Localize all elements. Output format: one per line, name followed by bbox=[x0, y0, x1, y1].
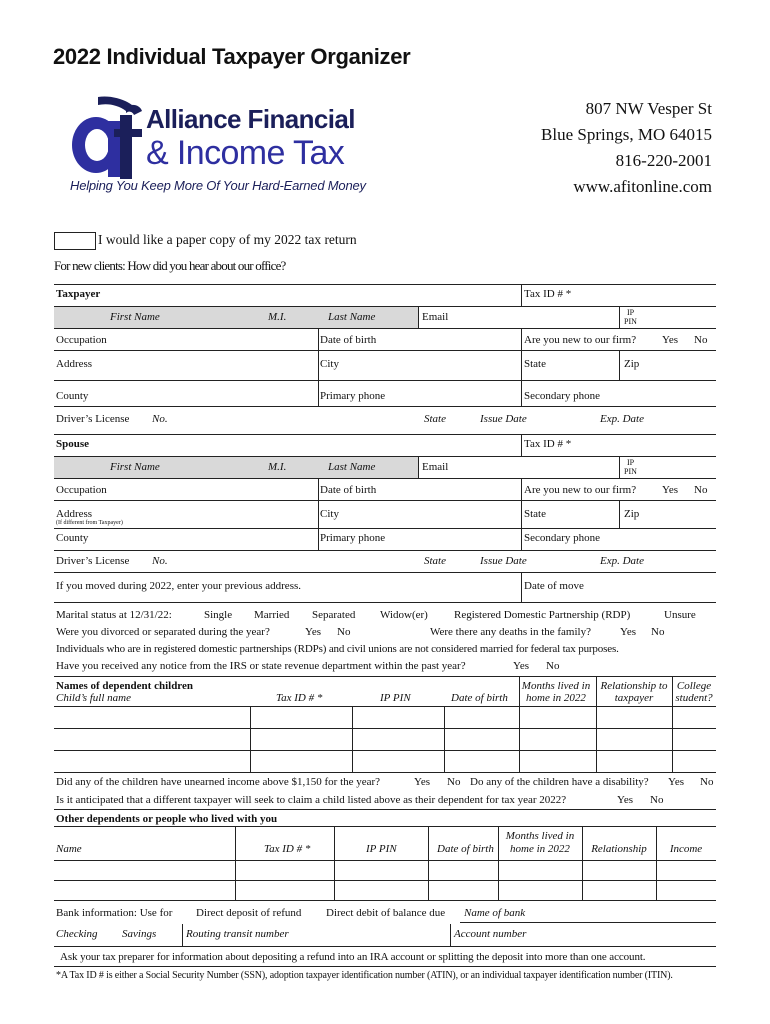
taxpayer-occupation-label: Occupation bbox=[56, 334, 107, 346]
bank-name-label: Name of bank bbox=[464, 907, 526, 919]
checking-option[interactable]: Checking bbox=[56, 928, 98, 940]
spouse-zip-label: Zip bbox=[624, 508, 640, 520]
spouse-state-label: State bbox=[524, 508, 546, 520]
taxpayer-new-firm-yes[interactable]: Yes bbox=[662, 334, 679, 346]
spouse-dl-state-label: State bbox=[424, 555, 446, 567]
spouse-last-name-label: Last Name bbox=[328, 461, 376, 473]
marital-rdp-option[interactable]: Registered Domestic Partnership (RDP) bbox=[454, 609, 631, 621]
irs-notice-yes[interactable]: Yes bbox=[513, 660, 530, 672]
taxpayer-primary-phone-label: Primary phone bbox=[320, 390, 386, 402]
disability-question: Do any of the children have a disability? bbox=[470, 776, 649, 788]
divorced-yes[interactable]: Yes bbox=[305, 626, 322, 638]
others-ip-pin-header: IP PIN bbox=[366, 843, 397, 855]
marital-separated-option[interactable]: Separated bbox=[312, 609, 356, 621]
spouse-heading: Spouse bbox=[56, 438, 90, 450]
taxpayer-pin-label: PIN bbox=[624, 317, 637, 326]
spouse-first-name-label: First Name bbox=[110, 461, 160, 473]
dependents-relationship-header-l1: Relationship to bbox=[600, 680, 668, 692]
savings-option[interactable]: Savings bbox=[122, 928, 157, 940]
taxpayer-ip-label: IP bbox=[627, 308, 635, 317]
marital-married-option[interactable]: Married bbox=[254, 609, 290, 621]
marital-single-option[interactable]: Single bbox=[204, 609, 233, 621]
irs-notice-no[interactable]: No bbox=[546, 660, 560, 672]
dependents-full-name-header: Child’s full name bbox=[56, 692, 131, 704]
claim-yes[interactable]: Yes bbox=[617, 794, 634, 806]
marital-status-label: Marital status at 12/31/22: bbox=[56, 609, 172, 621]
spouse-occupation-label: Occupation bbox=[56, 484, 107, 496]
new-clients-question: For new clients: How did you hear about our office? bbox=[54, 258, 286, 273]
others-tax-id-header: Tax ID # * bbox=[264, 843, 311, 855]
divorced-question: Were you divorced or separated during the year? bbox=[56, 626, 270, 638]
taxpayer-secondary-phone-label: Secondary phone bbox=[524, 390, 601, 402]
spouse-email-label: Email bbox=[422, 461, 449, 473]
dependents-heading: Names of dependent children bbox=[56, 680, 193, 692]
spouse-dl-label: Driver’s License bbox=[56, 555, 130, 567]
rdp-note: Individuals who are in registered domestic partnerships (RDPs) and civil unions are not considered married for federal tax purposes. bbox=[56, 643, 619, 655]
ira-note: Ask your tax preparer for information about depositing a refund into an IRA account or splitting the deposit into more than one account. bbox=[60, 951, 646, 963]
date-of-move-label: Date of move bbox=[524, 580, 584, 592]
deaths-yes[interactable]: Yes bbox=[620, 626, 637, 638]
routing-number-label: Routing transit number bbox=[186, 928, 289, 940]
taxpayer-city-label: City bbox=[320, 358, 339, 370]
spouse-tax-id-label: Tax ID # * bbox=[524, 438, 572, 450]
brand-tagline: Helping You Keep More Of Your Hard-Earned Money bbox=[70, 178, 366, 193]
divorced-no[interactable]: No bbox=[337, 626, 351, 638]
office-website[interactable]: www.afitonline.com bbox=[573, 177, 712, 196]
direct-deposit-option[interactable]: Direct deposit of refund bbox=[196, 907, 302, 919]
dependents-ip-pin-header: IP PIN bbox=[380, 692, 411, 704]
moved-label: If you moved during 2022, enter your previous address. bbox=[56, 580, 302, 592]
others-income-header: Income bbox=[669, 843, 703, 855]
paper-copy-checkbox[interactable] bbox=[54, 232, 96, 250]
others-dob-header: Date of birth bbox=[437, 843, 494, 855]
taxpayer-dl-no-label: No. bbox=[152, 413, 168, 425]
office-street: 807 NW Vesper St bbox=[585, 99, 712, 118]
spouse-primary-phone-label: Primary phone bbox=[320, 532, 386, 544]
spouse-ip-label: IP bbox=[627, 458, 635, 467]
marital-unsure-option[interactable]: Unsure bbox=[664, 609, 696, 621]
spouse-new-firm-yes[interactable]: Yes bbox=[662, 484, 679, 496]
brand-name-line2: & Income Tax bbox=[146, 134, 345, 172]
taxpayer-state-label: State bbox=[524, 358, 546, 370]
deaths-no[interactable]: No bbox=[651, 626, 665, 638]
taxpayer-zip-label: Zip bbox=[624, 358, 640, 370]
spouse-address-label: Address bbox=[56, 508, 93, 520]
taxpayer-email-label: Email bbox=[422, 311, 449, 323]
table-row[interactable] bbox=[54, 880, 716, 881]
unearned-income-question: Did any of the children have unearned income above $1,150 for the year? bbox=[56, 776, 381, 788]
unearned-yes[interactable]: Yes bbox=[414, 776, 431, 788]
others-months-header-l1: Months lived in bbox=[505, 830, 575, 842]
spouse-city-label: City bbox=[320, 508, 339, 520]
deaths-question: Were there any deaths in the family? bbox=[430, 626, 591, 638]
taxpayer-last-name-label: Last Name bbox=[328, 311, 376, 323]
irs-notice-question: Have you received any notice from the IRS or state revenue department within the past year? bbox=[56, 660, 466, 672]
taxpayer-dl-state-label: State bbox=[424, 413, 446, 425]
taxpayer-dl-label: Driver’s License bbox=[56, 413, 130, 425]
spouse-mi-label: M.I. bbox=[268, 461, 287, 473]
claim-no[interactable]: No bbox=[650, 794, 664, 806]
dependents-college-header-l1: College bbox=[676, 680, 712, 692]
taxpayer-exp-date-label: Exp. Date bbox=[600, 413, 644, 425]
dependents-dob-header: Date of birth bbox=[451, 692, 508, 704]
taxpayer-heading: Taxpayer bbox=[56, 288, 101, 300]
taxpayer-address-label: Address bbox=[56, 358, 93, 370]
disability-no[interactable]: No bbox=[700, 776, 714, 788]
taxpayer-new-firm-no[interactable]: No bbox=[694, 334, 708, 346]
office-city: Blue Springs, MO 64015 bbox=[541, 125, 712, 144]
spouse-new-firm-no[interactable]: No bbox=[694, 484, 708, 496]
account-number-label: Account number bbox=[454, 928, 527, 940]
others-heading: Other dependents or people who lived with you bbox=[56, 813, 278, 825]
dependents-months-header-l1: Months lived in bbox=[521, 680, 591, 692]
table-row[interactable] bbox=[54, 728, 716, 729]
bank-info-label: Bank information: Use for bbox=[56, 907, 173, 919]
disability-yes[interactable]: Yes bbox=[668, 776, 685, 788]
others-months-header-l2: home in 2022 bbox=[510, 843, 570, 855]
taxpayer-issue-date-label: Issue Date bbox=[480, 413, 527, 425]
spouse-address-note: (If different from Taxpayer) bbox=[56, 520, 123, 526]
marital-widow-option[interactable]: Widow(er) bbox=[380, 609, 428, 621]
taxpayer-first-name-label: First Name bbox=[110, 311, 160, 323]
brand-name-line1: Alliance Financial bbox=[146, 104, 355, 134]
page-title: 2022 Individual Taxpayer Organizer bbox=[53, 44, 411, 69]
taxpayer-new-firm-label: Are you new to our firm? bbox=[524, 334, 637, 346]
spouse-secondary-phone-label: Secondary phone bbox=[524, 532, 601, 544]
dependents-college-header-l2: student? bbox=[675, 692, 713, 704]
others-relationship-header: Relationship bbox=[591, 843, 647, 855]
tax-id-footnote: *A Tax ID # is either a Social Security Number (SSN), adoption taxpayer identification number (ATIN), or an individual taxpayer identification number (ITIN). bbox=[56, 970, 673, 981]
spouse-dob-label: Date of birth bbox=[320, 484, 377, 496]
taxpayer-county-label: County bbox=[56, 390, 89, 402]
others-name-header: Name bbox=[56, 843, 82, 855]
spouse-pin-label: PIN bbox=[624, 467, 637, 476]
table-row[interactable] bbox=[54, 900, 716, 901]
dependents-months-header-l2: home in 2022 bbox=[526, 692, 586, 704]
spouse-county-label: County bbox=[56, 532, 89, 544]
dependents-tax-id-header: Tax ID # * bbox=[276, 692, 323, 704]
company-logo-icon bbox=[68, 95, 144, 181]
unearned-no[interactable]: No bbox=[447, 776, 461, 788]
spouse-dl-no-label: No. bbox=[152, 555, 168, 567]
paper-copy-label: I would like a paper copy of my 2022 tax return bbox=[98, 232, 357, 247]
spouse-new-firm-label: Are you new to our firm? bbox=[524, 484, 637, 496]
spouse-exp-date-label: Exp. Date bbox=[600, 555, 644, 567]
table-row[interactable] bbox=[54, 772, 716, 773]
taxpayer-tax-id-label: Tax ID # * bbox=[524, 288, 572, 300]
spouse-issue-date-label: Issue Date bbox=[480, 555, 527, 567]
table-row[interactable] bbox=[54, 750, 716, 751]
taxpayer-dob-label: Date of birth bbox=[320, 334, 377, 346]
taxpayer-mi-label: M.I. bbox=[268, 311, 287, 323]
claim-question: Is it anticipated that a different taxpayer will seek to claim a child listed above as their dependent for tax year 2022? bbox=[56, 794, 567, 806]
office-phone: 816-220-2001 bbox=[615, 151, 712, 170]
dependents-relationship-header-l2: taxpayer bbox=[614, 692, 654, 704]
direct-debit-option[interactable]: Direct debit of balance due bbox=[326, 907, 446, 919]
